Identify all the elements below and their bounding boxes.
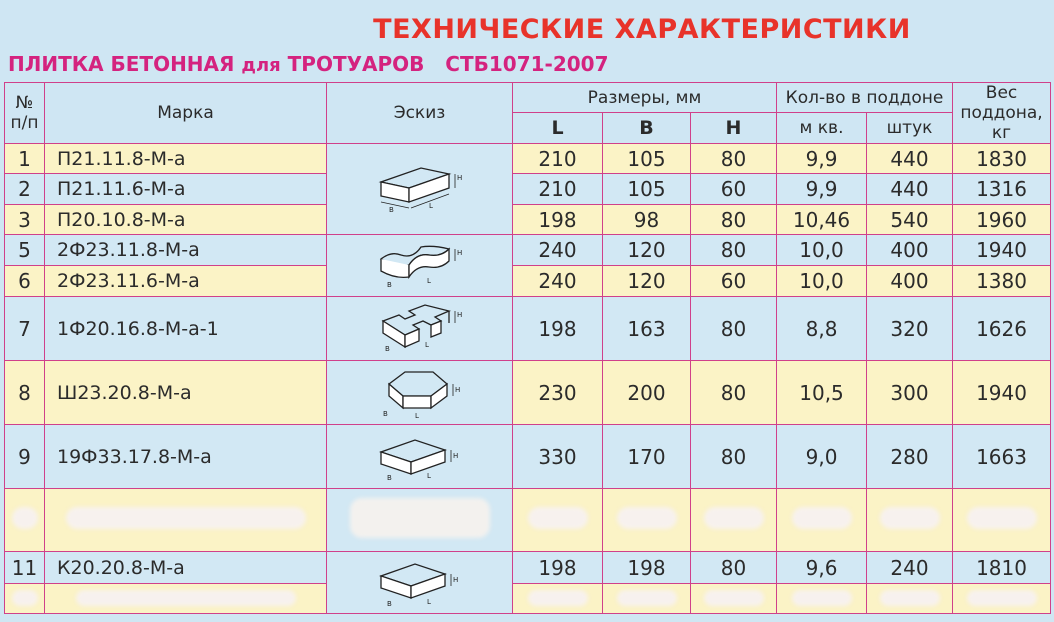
cell-num: 11 [5, 552, 45, 584]
cell-mark: П21.11.6-М-а [45, 174, 327, 205]
header-b: В [603, 113, 691, 144]
redacted-cell [513, 489, 603, 552]
subtitle-part3: ТРОТУАРОВ [287, 52, 425, 76]
cell-mark: Ш23.20.8-М-а [45, 361, 327, 425]
header-mark: Марка [45, 83, 327, 144]
cell-h: 80 [691, 144, 777, 174]
table-row [5, 205, 1051, 235]
cell-mark: К20.20.8-М-а [45, 552, 327, 584]
cell-b: 120 [603, 235, 691, 266]
cell-b: 105 [603, 144, 691, 174]
cell-weight: 1810 [953, 552, 1051, 584]
cell-b: 170 [603, 425, 691, 489]
cell-pcs: 400 [867, 235, 953, 266]
table-row [5, 361, 1051, 425]
cell-l: 210 [513, 144, 603, 174]
cell-h: 60 [691, 174, 777, 205]
cell-l: 198 [513, 297, 603, 361]
sketch-cell [327, 144, 513, 235]
cell-weight: 1940 [953, 361, 1051, 425]
cell-weight: 1960 [953, 205, 1051, 235]
square-paver-sketch-icon [375, 554, 465, 612]
cell-pcs: 300 [867, 361, 953, 425]
table-row [5, 174, 1051, 205]
page-title: ТЕХНИЧЕСКИЕ ХАРАКТЕРИСТИКИ [373, 14, 911, 45]
cell-b: 200 [603, 361, 691, 425]
cell-l: 198 [513, 205, 603, 235]
cell-h: 80 [691, 297, 777, 361]
cell-h: 80 [691, 235, 777, 266]
cell-num: 9 [5, 425, 45, 489]
redacted-cell [603, 584, 691, 614]
cell-b: 198 [603, 552, 691, 584]
cell-pcs: 280 [867, 425, 953, 489]
cell-num: 6 [5, 266, 45, 297]
table-row [5, 552, 1051, 584]
subtitle-part1: ПЛИТКА БЕТОННАЯ [8, 52, 235, 76]
cell-mark: П20.10.8-М-а [45, 205, 327, 235]
redacted-cell [691, 489, 777, 552]
cell-num: 5 [5, 235, 45, 266]
cell-b: 105 [603, 174, 691, 205]
cell-b: 163 [603, 297, 691, 361]
square-paver-sketch-icon [375, 428, 465, 486]
cell-weight: 1316 [953, 174, 1051, 205]
cell-pcs: 440 [867, 144, 953, 174]
svg-text:В: В [382, 409, 388, 418]
cell-weight: 1830 [953, 144, 1051, 174]
cell-h: 80 [691, 425, 777, 489]
table-row [5, 297, 1051, 361]
cell-pcs: 540 [867, 205, 953, 235]
cell-num: 1 [5, 144, 45, 174]
page-subtitle [8, 52, 609, 76]
table-row [5, 266, 1051, 297]
redacted-cell [777, 489, 867, 552]
sketch-cell [327, 425, 513, 489]
cell-h: 80 [691, 552, 777, 584]
svg-text:В: В [388, 206, 394, 214]
cell-m2: 10,0 [777, 266, 867, 297]
hexagon-paver-sketch-icon [375, 364, 465, 422]
cell-h: 60 [691, 266, 777, 297]
redacted-cell [867, 489, 953, 552]
sketch-cell [327, 235, 513, 297]
redacted-cell [691, 584, 777, 614]
svg-text:Н: Н [456, 248, 462, 257]
cell-h: 80 [691, 205, 777, 235]
redacted-cell [513, 584, 603, 614]
svg-text:В: В [386, 599, 392, 608]
header-h: Н [691, 113, 777, 144]
redacted-cell [5, 489, 45, 552]
svg-text:L: L [426, 597, 431, 606]
cell-num: 3 [5, 205, 45, 235]
svg-text:Н: Н [452, 575, 458, 584]
svg-text:Н: Н [452, 451, 458, 460]
svg-text:L: L [424, 340, 429, 349]
svg-text:L: L [426, 471, 431, 480]
cell-weight: 1663 [953, 425, 1051, 489]
redacted-cell [867, 584, 953, 614]
svg-text:L: L [428, 202, 433, 210]
header-pallet-qty: Кол-во в поддоне [777, 83, 953, 113]
i-shape-paver-sketch-icon [375, 301, 465, 357]
header-pcs: штук [867, 113, 953, 144]
wave-paver-sketch-icon [375, 237, 465, 295]
cell-weight: 1940 [953, 235, 1051, 266]
header-weight: Вес поддона, кг [953, 83, 1051, 144]
redacted-cell [5, 584, 45, 614]
cell-mark: П21.11.8-М-а [45, 144, 327, 174]
cell-h: 80 [691, 361, 777, 425]
cell-l: 330 [513, 425, 603, 489]
cell-mark: 19Ф33.17.8-М-а [45, 425, 327, 489]
cell-l: 210 [513, 174, 603, 205]
cell-mark: 1Ф20.16.8-М-а-1 [45, 297, 327, 361]
redacted-row [5, 489, 1051, 552]
cell-l: 240 [513, 266, 603, 297]
redacted-cell [327, 489, 513, 552]
redacted-cell [603, 489, 691, 552]
header-sizes: Размеры, мм [513, 83, 777, 113]
cell-m2: 8,8 [777, 297, 867, 361]
cell-m2: 9,0 [777, 425, 867, 489]
svg-text:В: В [386, 473, 392, 482]
sketch-cell [327, 552, 513, 614]
svg-text:Н: Н [454, 385, 460, 394]
svg-text:В: В [386, 280, 392, 289]
cell-pcs: 320 [867, 297, 953, 361]
table-row [5, 144, 1051, 174]
cell-num: 2 [5, 174, 45, 205]
table-row [5, 235, 1051, 266]
svg-text:Н: Н [456, 310, 462, 319]
redacted-cell [953, 584, 1051, 614]
svg-text:Н: Н [456, 174, 462, 182]
cell-b: 98 [603, 205, 691, 235]
redacted-cell [45, 489, 327, 552]
svg-text:L: L [414, 411, 419, 420]
redacted-cell [777, 584, 867, 614]
cell-pcs: 400 [867, 266, 953, 297]
cell-m2: 9,6 [777, 552, 867, 584]
cell-m2: 10,5 [777, 361, 867, 425]
sketch-cell [327, 361, 513, 425]
header-num: № п/п [5, 83, 45, 144]
cell-m2: 10,0 [777, 235, 867, 266]
redacted-cell [45, 584, 327, 614]
table-row [5, 425, 1051, 489]
cell-l: 240 [513, 235, 603, 266]
cell-weight: 1626 [953, 297, 1051, 361]
cell-m2: 10,46 [777, 205, 867, 235]
cell-pcs: 440 [867, 174, 953, 205]
cell-num: 7 [5, 297, 45, 361]
cell-l: 198 [513, 552, 603, 584]
cell-l: 230 [513, 361, 603, 425]
cell-weight: 1380 [953, 266, 1051, 297]
redacted-cell [953, 489, 1051, 552]
header-l: L [513, 113, 603, 144]
svg-text:L: L [426, 276, 431, 285]
cell-m2: 9,9 [777, 144, 867, 174]
header-sketch: Эскиз [327, 83, 513, 144]
cell-num: 8 [5, 361, 45, 425]
spec-table [4, 82, 1051, 614]
header-m2: м кв. [777, 113, 867, 144]
cell-b: 120 [603, 266, 691, 297]
subtitle-part2: для [241, 55, 281, 76]
cell-m2: 9,9 [777, 174, 867, 205]
brick-sketch-icon [375, 158, 465, 220]
svg-text:В: В [384, 344, 390, 353]
redacted-row [5, 584, 1051, 614]
subtitle-standard: СТБ1071-2007 [445, 52, 609, 76]
cell-mark: 2Ф23.11.6-М-а [45, 266, 327, 297]
cell-pcs: 240 [867, 552, 953, 584]
cell-mark: 2Ф23.11.8-М-а [45, 235, 327, 266]
sketch-cell [327, 297, 513, 361]
